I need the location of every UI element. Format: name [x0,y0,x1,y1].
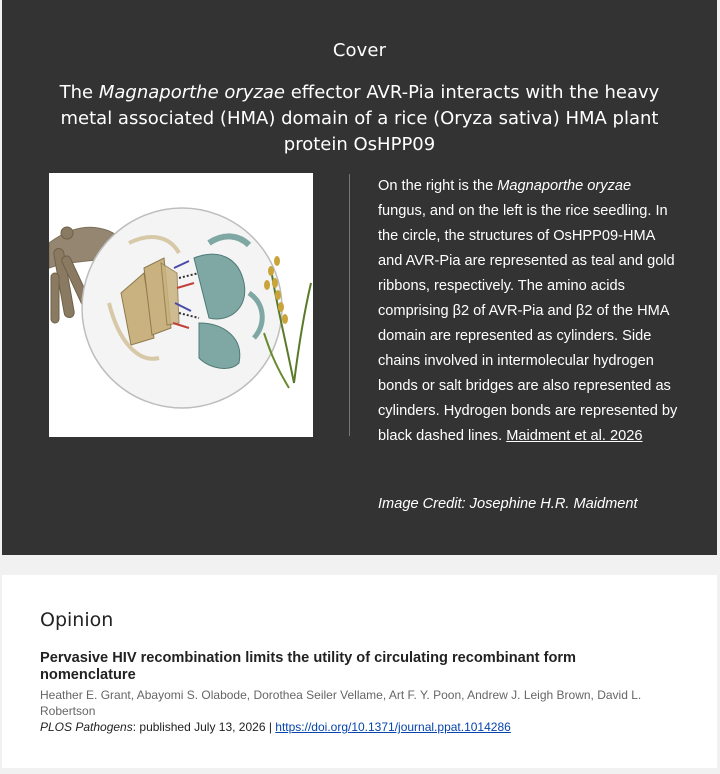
image-credit: Image Credit: Josephine H.R. Maidment [378,496,638,512]
cover-heading: Cover [332,40,387,61]
caption-reference-link[interactable]: Maidment et al. 2026 [506,428,643,444]
article-authors: Heather E. Grant, Abayomi S. Olabode, Dorothea Seiler Vellame, Art F. Y. Poon, Andrew J. Leigh Brown, David L. Robertson [40,688,642,718]
cover-image[interactable] [49,173,313,437]
vertical-divider [349,174,350,436]
cover-title: The Magnaporthe oryzae effector AVR-Pia interacts with the heavy metal associated (HMA) domain of a rice (Oryza sativa) HMA plant protein OsHPP09 [59,82,660,155]
journal-name: PLOS Pathogens [40,720,133,734]
publication-info [40,720,700,734]
cover-section [2,0,717,555]
opinion-panel [2,575,717,768]
publication-date: : published July 13, 2026 | [132,720,276,734]
article-title-link[interactable]: Pervasive HIV recombination limits the utility of circulating recombinant form nomenclature [40,650,577,683]
doi-link[interactable]: https://doi.org/10.1371/journal.ppat.1014286 [275,720,511,734]
cover-caption: On the right is the Magnaporthe oryzae fungus, and on the left is the rice seedling. In the circle, the structures of OsHPP09-HMA and AVR-Pia are represented as teal and gold ribbons, respectively. The amino acids comprising β2 of AVR-Pia and β2 of the HMA domain are represented as cylinders. Side chains involved in intermolecular hydrogen bonds or salt bridges are also represented as cylinders. Hydrogen bonds are represented by black dashed lines. Maidment et al. 2026 [378,178,678,444]
opinion-heading: Opinion [40,609,114,631]
